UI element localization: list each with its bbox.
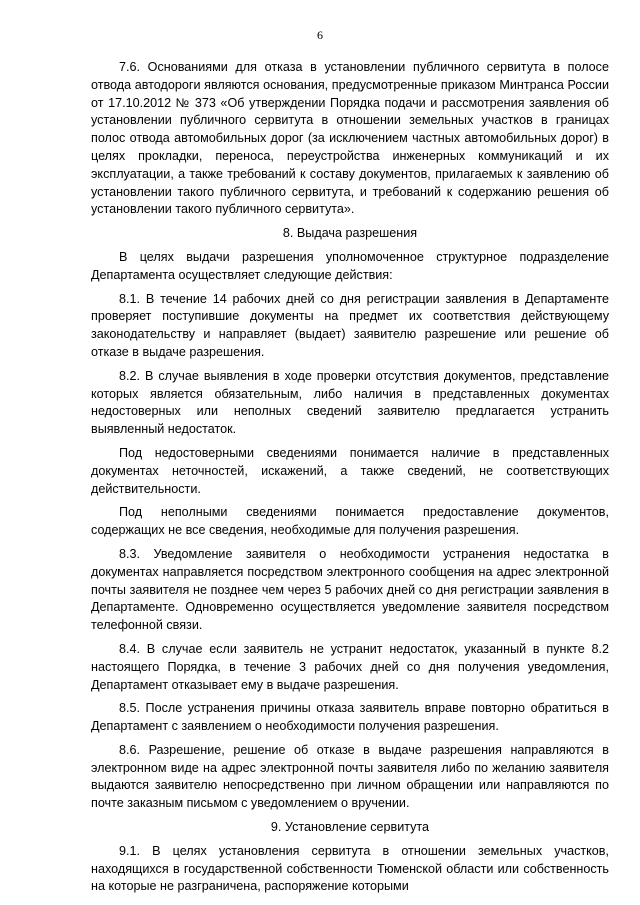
paragraph-8-intro: В целях выдачи разрешения уполномоченное структурное подразделение Департамента осуществляет следующие действия: — [91, 249, 609, 282]
paragraph-8-1: 8.1. В течение 14 рабочих дней со дня регистрации заявления в Департаменте проверяет поступившие документы на предмет их соответствия действующему законодательству и направляет (выдает) заявителю разрешение или решение об отказе в выдаче разрешения. — [91, 291, 609, 359]
page-number: 6 — [317, 28, 323, 42]
paragraph-8-6: 8.6. Разрешение, решение об отказе в выдаче разрешения направляются в электронном виде на адрес электронной почты заявителя либо по желанию заявителя выдаются заявителю непосредственно при личном обращении или направляются по почте заказным письмом с уведомлением о вручении. — [91, 742, 609, 811]
paragraph-8-4: 8.4. В случае если заявитель не устранит недостаток, указанный в пункте 8.2 настоящего Порядка, в течение 3 рабочих дней со дня получения уведомления, Департамент отказывает ему в выдаче разрешения. — [91, 641, 609, 692]
paragraph-8-2: 8.2. В случае выявления в ходе проверки отсутствия документов, представление которых является обязательным, либо наличия в представленных документах недостоверных или неполных сведений заявителю предлагается устранить выявленный недостаток. — [91, 368, 609, 437]
document-body — [91, 59, 609, 900]
paragraph-7-6: 7.6. Основаниями для отказа в установлении публичного сервитута в полосе отвода автодороги являются основания, предусмотренные приказом Минтранса России от 17.10.2012 № 373 «Об утверждении Порядка подачи и рассмотрения заявления об установлении публичного сервитута в отношении земельных участков в границах полос отвода автомобильных дорог (за исключением частных автомобильных дорог) в целях прокладки, переноса, переустройства инженерных коммуникаций и их эксплуатации, а также требований к составу документов, прилагаемых к заявлению об установлении такого публичного сервитута, и требований к содержанию решения об установлении такого публичного сервитута». — [91, 60, 609, 217]
paragraph-8-2-unreliable: Под недостоверными сведениями понимается наличие в представленных документах неточностей, искажений, а также сведений, не соответствующих действительности. — [91, 445, 609, 496]
section-heading-9: 9. Установление сервитута — [270, 820, 430, 835]
paragraph-8-3: 8.3. Уведомление заявителя о необходимости устранения недостатка в документах направляется посредством электронного сообщения на адрес электронной почты заявителя не позднее чем через 5 рабочих дней со дня регистрации заявления в Департаменте. Одновременно осуществляется уведомление заявителя посредством телефонной связи. — [91, 546, 609, 633]
paragraph-8-5: 8.5. После устранения причины отказа заявитель вправе повторно обратиться в Департамент с заявлением о необходимости получения разрешения. — [91, 701, 609, 734]
paragraph-9-1: 9.1. В целях установления сервитута в отношении земельных участков, находящихся в государственной собственности Тюменской области или собственность на которые не разграничена, распоряжение которыми — [91, 843, 609, 894]
paragraph-8-2-incomplete: Под неполными сведениями понимается предоставление документов, содержащих не все сведения, необходимые для получения разрешения. — [91, 505, 609, 538]
section-heading-8: 8. Выдача разрешения — [282, 226, 418, 241]
